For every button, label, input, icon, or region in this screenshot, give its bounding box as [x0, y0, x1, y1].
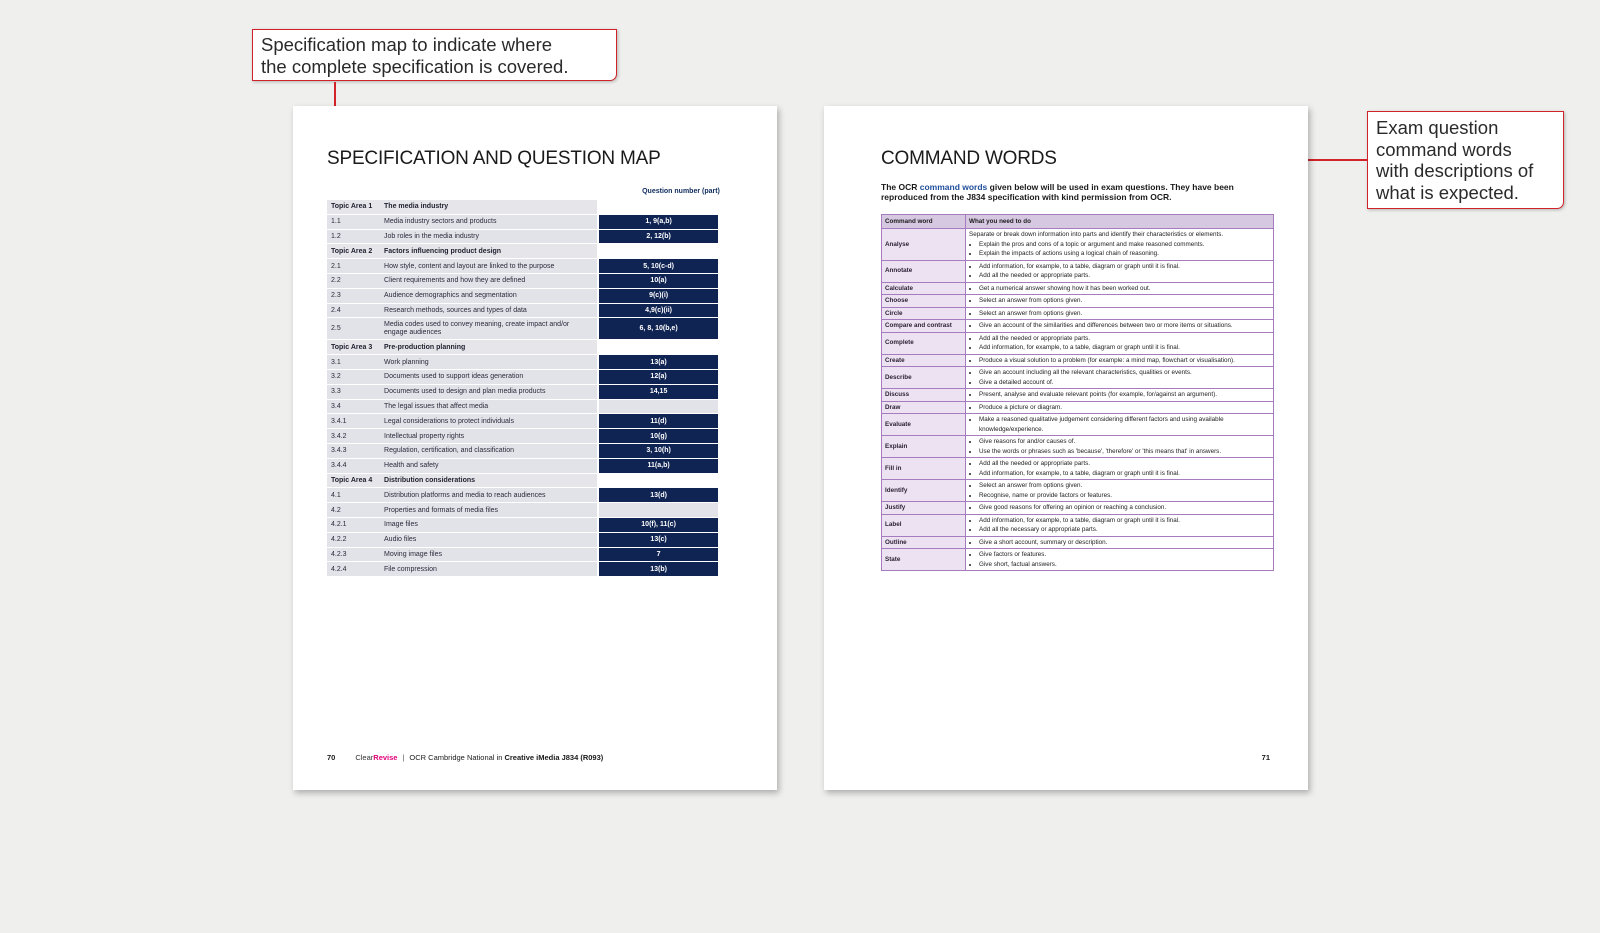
page-title: COMMAND WORDS: [881, 148, 1057, 169]
question-number: 10(f), 11(c): [598, 517, 718, 532]
command-bullet: • Add all the needed or appropriate parts.: [979, 334, 1270, 344]
spec-number: 2.1: [327, 259, 380, 274]
command-description: [966, 282, 1274, 295]
spec-number: 4.2.2: [327, 532, 380, 547]
command-bullet: • Explain the impacts of actions using a logical chain of reasoning.: [979, 249, 1270, 259]
spec-number: Topic Area 1: [327, 200, 380, 214]
command-word: Explain: [882, 436, 966, 458]
spec-description: Documents used to support ideas generation: [380, 369, 598, 384]
spec-description: Distribution platforms and media to reach audiences: [380, 488, 598, 503]
callout-line: the complete specification is covered.: [261, 55, 569, 77]
spec-row: [327, 384, 718, 399]
command-bullets: [969, 415, 1270, 434]
command-description: [966, 401, 1274, 414]
command-row: [882, 389, 1274, 402]
spec-description: Image files: [380, 517, 598, 532]
command-description: [966, 514, 1274, 536]
question-number: 1, 9(a,b): [598, 214, 718, 229]
command-bullet: • Explain the pros and cons of a topic or argument and make reasoned comments.: [979, 240, 1270, 250]
spec-description: Intellectual property rights: [380, 429, 598, 444]
command-row: [882, 502, 1274, 515]
topic-row: [327, 200, 718, 214]
command-word: Discuss: [882, 389, 966, 402]
command-bullet: • Give good reasons for offering an opinion or reaching a conclusion.: [979, 503, 1270, 513]
spec-row: [327, 369, 718, 384]
command-description: [966, 367, 1274, 389]
command-description: [966, 458, 1274, 480]
spec-number: 3.4: [327, 399, 380, 414]
command-bullet: • Add information, for example, to a table, diagram or graph until it is final.: [979, 343, 1270, 353]
footer-course: Creative iMedia J834 (R093): [504, 753, 604, 762]
command-bullets: [969, 481, 1270, 500]
command-bullet: • Add all the necessary or appropriate parts.: [979, 525, 1270, 535]
question-number: [598, 200, 718, 214]
spec-row: [327, 488, 718, 503]
question-number: 13(d): [598, 488, 718, 503]
spec-row: [327, 562, 718, 577]
topic-row: [327, 340, 718, 355]
command-bullet: • Give short, factual answers.: [979, 560, 1270, 570]
command-bullet: • Select an answer from options given.: [979, 481, 1270, 491]
page-spec-map: [293, 106, 777, 790]
command-bullet: • Give an account of the similarities and differences between two or more items or situations.: [979, 321, 1270, 331]
question-number: 10(a): [598, 273, 718, 288]
command-bullets: [969, 538, 1270, 548]
spec-row: [327, 547, 718, 562]
command-word: Evaluate: [882, 414, 966, 436]
spec-description: How style, content and layout are linked to the purpose: [380, 259, 598, 274]
spec-row: [327, 273, 718, 288]
spec-description: Audio files: [380, 532, 598, 547]
question-number: 13(a): [598, 355, 718, 370]
command-bullet: • Add information, for example, to a table, diagram or graph until it is final.: [979, 469, 1270, 479]
question-number: 9(c)(i): [598, 288, 718, 303]
command-row: [882, 401, 1274, 414]
intro-highlight: command words: [919, 182, 988, 192]
spec-number: 3.4.3: [327, 443, 380, 458]
callout-line: what is expected.: [1376, 181, 1519, 203]
command-bullets: [969, 356, 1270, 366]
page-command-words: [824, 106, 1308, 790]
spec-row: [327, 214, 718, 229]
command-bullets: [969, 296, 1270, 306]
spec-row: [327, 414, 718, 429]
callout-line: Exam question: [1376, 117, 1499, 138]
question-number: 4,9(c)(ii): [598, 303, 718, 318]
intro-part: The OCR: [881, 182, 920, 192]
command-row: [882, 367, 1274, 389]
spec-description: Audience demographics and segmentation: [380, 288, 598, 303]
spec-description: Health and safety: [380, 458, 598, 473]
command-bullet: • Give a detailed account of.: [979, 378, 1270, 388]
spec-row: [327, 259, 718, 274]
question-number: 10(g): [598, 429, 718, 444]
callout-command-words: [1367, 111, 1564, 209]
command-row: [882, 458, 1274, 480]
spec-description: Distribution considerations: [380, 473, 598, 488]
command-bullet: • Add all the needed or appropriate parts.: [979, 271, 1270, 281]
command-bullet: • Produce a visual solution to a problem (for example: a mind map, flowchart or visualisation).: [979, 356, 1270, 366]
command-words-table: [881, 214, 1274, 571]
spec-number: Topic Area 3: [327, 340, 380, 355]
command-description: [966, 389, 1274, 402]
spec-description: Properties and formats of media files: [380, 503, 598, 518]
command-bullets: [969, 503, 1270, 513]
footer-text: OCR Cambridge National in: [409, 753, 505, 762]
spec-row: [327, 288, 718, 303]
question-number: 7: [598, 547, 718, 562]
command-word: Choose: [882, 295, 966, 308]
command-word: Annotate: [882, 260, 966, 282]
command-bullet: • Make a reasoned qualitative judgement considering different factors and using available knowledge/experience.: [979, 415, 1270, 434]
footer-separator: |: [402, 753, 405, 762]
spec-number: 3.2: [327, 369, 380, 384]
command-bullet: • Add information, for example, to a table, diagram or graph until it is final.: [979, 516, 1270, 526]
command-row: [882, 282, 1274, 295]
spec-number: 4.2.1: [327, 517, 380, 532]
command-bullets: [969, 284, 1270, 294]
spec-row: [327, 229, 718, 244]
callout-line: Specification map to indicate where: [261, 34, 553, 55]
callout-line: command words: [1376, 138, 1512, 160]
question-number: [598, 399, 718, 414]
command-bullet: • Give an account including all the relevant characteristics, qualities or events.: [979, 368, 1270, 378]
command-word: Circle: [882, 307, 966, 320]
spec-number: 1.2: [327, 229, 380, 244]
command-bullets: [969, 516, 1270, 535]
spec-row: [327, 318, 718, 340]
command-row: [882, 320, 1274, 333]
command-bullet: • Present, analyse and evaluate relevant points (for example, for/against an argument).: [979, 390, 1270, 400]
command-description: [966, 536, 1274, 549]
command-bullets: [969, 262, 1270, 281]
spec-description: Client requirements and how they are defined: [380, 273, 598, 288]
command-description: [966, 436, 1274, 458]
spec-number: 4.2.4: [327, 562, 380, 577]
spec-row: [327, 303, 718, 318]
command-word: Justify: [882, 502, 966, 515]
command-word: Draw: [882, 401, 966, 414]
column-header-what-to-do: What you need to do: [966, 215, 1274, 229]
brand-revise: Revise: [373, 753, 398, 762]
spec-number: 3.3: [327, 384, 380, 399]
spec-row: [327, 517, 718, 532]
command-bullet: • Produce a picture or diagram.: [979, 403, 1270, 413]
command-bullet: • Use the words or phrases such as 'because', 'therefore' or 'this means that' in answers.: [979, 447, 1270, 457]
spec-description: Pre-production planning: [380, 340, 598, 355]
spec-row: [327, 503, 718, 518]
command-bullets: [969, 240, 1270, 259]
command-bullets: [969, 437, 1270, 456]
spec-description: Legal considerations to protect individuals: [380, 414, 598, 429]
command-description: [966, 260, 1274, 282]
command-row: [882, 354, 1274, 367]
brand-clear: Clear: [355, 753, 374, 762]
command-word: Outline: [882, 536, 966, 549]
command-bullets: [969, 459, 1270, 478]
spec-table: [327, 200, 718, 577]
command-bullet: • Add all the needed or appropriate parts.: [979, 459, 1270, 469]
command-description: [966, 502, 1274, 515]
spec-number: 3.1: [327, 355, 380, 370]
spec-number: 2.4: [327, 303, 380, 318]
command-row: [882, 307, 1274, 320]
command-row: [882, 229, 1274, 261]
question-number: 13(b): [598, 562, 718, 577]
question-number: 3, 10(h): [598, 443, 718, 458]
spec-number: 3.4.2: [327, 429, 380, 444]
command-word: Describe: [882, 367, 966, 389]
spec-description: Media industry sectors and products: [380, 214, 598, 229]
spec-description: Media codes used to convey meaning, create impact and/or engage audiences: [380, 318, 598, 340]
spec-number: Topic Area 4: [327, 473, 380, 488]
command-word: Compare and contrast: [882, 320, 966, 333]
command-row: [882, 332, 1274, 354]
command-lead: Separate or break down information into parts and identify their characteristics or elements.: [969, 231, 1224, 238]
callout-line: with descriptions of: [1376, 160, 1534, 181]
command-bullet: • Give a short account, summary or description.: [979, 538, 1270, 548]
command-description: [966, 307, 1274, 320]
spec-description: The legal issues that affect media: [380, 399, 598, 414]
command-description: [966, 332, 1274, 354]
topic-row: [327, 244, 718, 259]
spec-description: Documents used to design and plan media products: [380, 384, 598, 399]
command-bullets: [969, 550, 1270, 569]
spec-number: 2.2: [327, 273, 380, 288]
page-number: 71: [1261, 753, 1270, 762]
spec-description: File compression: [380, 562, 598, 577]
command-bullet: • Get a numerical answer showing how it has been worked out.: [979, 284, 1270, 294]
spec-number: 3.4.4: [327, 458, 380, 473]
command-bullet: • Select an answer from options given.: [979, 309, 1270, 319]
spec-number: Topic Area 2: [327, 244, 380, 259]
question-number: 11(a,b): [598, 458, 718, 473]
column-header-command-word: Command word: [882, 215, 966, 229]
spec-description: Moving image files: [380, 547, 598, 562]
intro-text: [881, 182, 1261, 202]
command-word: Identify: [882, 480, 966, 502]
question-number: 14,15: [598, 384, 718, 399]
callout-spec-map: [252, 29, 617, 81]
spec-number: 2.3: [327, 288, 380, 303]
question-number: 2, 12(b): [598, 229, 718, 244]
spec-description: Job roles in the media industry: [380, 229, 598, 244]
command-bullets: [969, 321, 1270, 331]
page-title: SPECIFICATION AND QUESTION MAP: [327, 148, 661, 169]
command-bullets: [969, 390, 1270, 400]
spec-number: 3.4.1: [327, 414, 380, 429]
command-bullet: • Give factors or features.: [979, 550, 1270, 560]
question-number: 13(c): [598, 532, 718, 547]
question-number: [598, 503, 718, 518]
command-bullets: [969, 309, 1270, 319]
spec-number: 1.1: [327, 214, 380, 229]
command-word: Complete: [882, 332, 966, 354]
spec-description: Regulation, certification, and classification: [380, 443, 598, 458]
command-word: Label: [882, 514, 966, 536]
command-word: Create: [882, 354, 966, 367]
question-number: 12(a): [598, 369, 718, 384]
command-description: [966, 320, 1274, 333]
spec-number: 2.5: [327, 318, 380, 340]
command-row: [882, 260, 1274, 282]
question-number-header: Question number (part): [642, 188, 720, 195]
command-description: [966, 414, 1274, 436]
command-bullet: • Select an answer from options given.: [979, 296, 1270, 306]
command-description: [966, 295, 1274, 308]
command-row: [882, 514, 1274, 536]
command-bullet: • Add information, for example, to a table, diagram or graph until it is final.: [979, 262, 1270, 272]
topic-row: [327, 473, 718, 488]
command-word: Fill in: [882, 458, 966, 480]
command-description: [966, 354, 1274, 367]
spec-description: Research methods, sources and types of data: [380, 303, 598, 318]
question-number: 11(d): [598, 414, 718, 429]
spec-number: 4.1: [327, 488, 380, 503]
spec-description: Factors influencing product design: [380, 244, 598, 259]
question-number: 6, 8, 10(b,e): [598, 318, 718, 340]
command-bullet: • Recognise, name or provide factors or features.: [979, 491, 1270, 501]
page-footer: [327, 753, 603, 762]
question-number: [598, 473, 718, 488]
spec-number: 4.2: [327, 503, 380, 518]
command-row: [882, 536, 1274, 549]
spec-row: [327, 532, 718, 547]
command-row: [882, 480, 1274, 502]
question-number: [598, 340, 718, 355]
spec-row: [327, 355, 718, 370]
command-bullets: [969, 368, 1270, 387]
command-word: State: [882, 549, 966, 571]
spec-row: [327, 458, 718, 473]
command-row: [882, 436, 1274, 458]
question-number: 5, 10(c-d): [598, 259, 718, 274]
command-bullets: [969, 403, 1270, 413]
intro-part: given below will be used in exam questions. They have been reproduced from the J834 specification with kind permission from OCR.: [881, 182, 1234, 202]
command-bullets: [969, 334, 1270, 353]
spec-number: 4.2.3: [327, 547, 380, 562]
spec-description: Work planning: [380, 355, 598, 370]
spec-row: [327, 429, 718, 444]
spec-description: The media industry: [380, 200, 598, 214]
command-row: [882, 414, 1274, 436]
spec-row: [327, 443, 718, 458]
page-number: 70: [327, 753, 336, 762]
command-word: Calculate: [882, 282, 966, 295]
command-bullet: • Give reasons for and/or causes of.: [979, 437, 1270, 447]
command-row: [882, 295, 1274, 308]
spec-row: [327, 399, 718, 414]
command-description: [966, 480, 1274, 502]
command-word: Analyse: [882, 229, 966, 261]
question-number: [598, 244, 718, 259]
command-description: [966, 549, 1274, 571]
command-row: [882, 549, 1274, 571]
command-description: [966, 229, 1274, 261]
